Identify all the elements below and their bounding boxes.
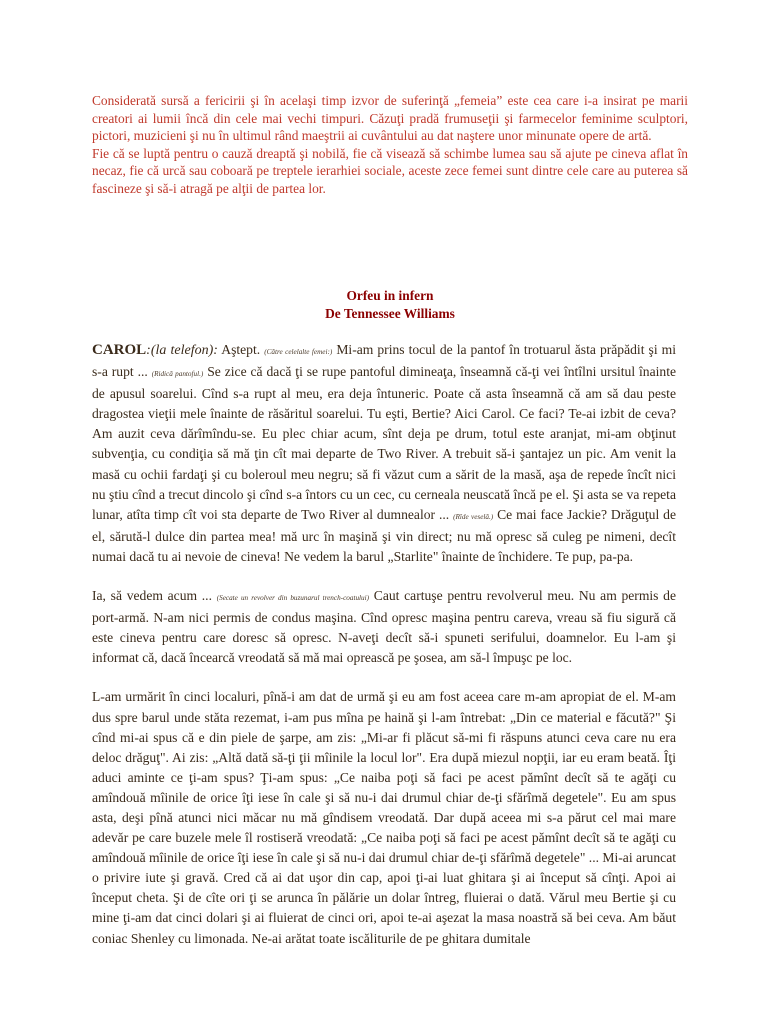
dialogue-text: Ce mai face Jackie? Drăguţul de el, sărută-l dulce din partea mea! mă urc în maşină şi vin direct; nu mă opresc să culeg pe nimeni, decît numai dacă tu ai nevoie de cineva! Ne vedem la barul „Starlite" înainte de închidere. Te pup, pa-pa. [92,506,677,564]
speaker-role: (la telefon): [150,343,218,358]
play-title: Orfeu in infern [346,288,434,303]
stage-direction: (Rîde veselă.) [453,512,494,521]
play-text [92,340,676,968]
dialogue-text: Caut cartuşe pentru revolverul meu. Nu am permis de port-armă. N-am nici permis de condus maşina. Cînd opresc maşina pentru careva, vreau să fiu sigură că este cineva pentru care doresc să opresc. N-aveţi decît să-i spuneti serifului, doamnelor. Eu l-am şi informat că, dacă încearcă vreodată să mă mai oprească pe şosea, am să-l împuşc pe loc. [92,588,677,666]
stage-direction: (Către celelalte femei:) [264,348,333,356]
dialogue-text: Mi-am prins tocul de la pantof în trotuarul ăsta prăpădit şi mi s-a rupt ... [92,342,676,380]
play-paragraph [92,586,676,668]
stage-direction: (Secate un revolver din buzunarul trench-coatului) [216,594,370,603]
dialogue-text: L-am urmărit în cinci localuri, pînă-i am dat de urmă şi eu am fost aceea care m-am apropiat de el. M-am dus spre barul unde stăta rezemat, i-am pus mîna pe haină şi l-am întrebat: „Din ce material e făcută?" Şi cînd mi-ai spus că e din piele de şarpe, am zis: „Mi-ar fi plăcut să-mi fi răspuns atunci ceva care nu era deloc drăguţ". Ai zis: „Altă dată să-ţi ţii mîinile la locul lor". Era după miezul nopţii, iar eu eram beată. Îţi aduci aminte ce ţi-am spus? Ţi-am spus: „Ce naiba poţi să faci pe acest pămînt decît să te agăţi cu amîndouă mîinile de orice îţi iese în cale şi să nu-i dai drumul chiar de-ţi sfărîmă degetele". Eu am spus asta, deşi pînă atunci nici măcar nu mă gîndisem vreodată. Dar după aceea mi s-a părut cel mai mare adevăr pe care buzele mele îl rostiseră vreodată: „Ce naiba poţi să faci pe acest pămînt decît să te agăţi cu amîndouă mîinile de orice îţi iese în cale şi să nu-i dai drumul chiar de-ţi sfărîmă degetele" ... Mi-ai aruncat o privire iute şi gravă. Cred că ai dat uşor din cap, apoi ţi-ai luat ghitara şi ai început să cînţi. Apoi ai început cheta. Şi de cîte ori ţi se arunca în pălărie un dolar întreg, fluierai o dată. Vărul meu Bertie şi cu mine ţi-am dat cinci dolari şi ai fluierat de cinci ori, apoi te-ai aşezat la masa noastră să bei ceva. Am băut coniac Shenley cu limonada. Ne-ai arătat toate iscăliturile de pe ghitara dumitale [92,689,676,946]
play-author: De Tennessee Williams [325,306,455,321]
intro-paragraph: Considerată sursă a fericirii şi în acelaşi timp izvor de suferinţă „femeia” este cea care i-a insirat pe marii creatori ai lumii încă din cele mai vechi timpuri. Căzuţi pradă frumuseţii şi farmecelor feminime sculptori, pictori, muzicieni şi nu în ultimul rând maeştrii ai cuvântului au dat naştere unor minunate opere de artă. [92,93,688,144]
intro-text [92,92,688,198]
speaker-name: CAROL [92,342,147,358]
speaker-direction: : [146,343,151,358]
dialogue-text: Ia, să vedem acum ... [92,588,212,604]
play-paragraph [92,687,676,948]
play-paragraph [92,340,676,567]
intro-paragraph: Fie că se luptă pentru o cauză dreaptă şi nobilă, fie că visează să schimbe lumea sau să ajute pe cineva aflat în necaz, fie că urcă sau coboară pe treptele ierarhiei sociale, aceste zece femei sunt dintre cele care au puterea să fascineze şi să-i atragă pe alţii de partea lor. [92,145,688,196]
dialogue-text: Se zice că dacă ţi se rupe pantoful dimineaţa, înseamnă că-ţi vei întîlni ursitul înainte de apusul soarelui. Cînd s-a rupt al meu, era deja întuneric. Poate că asta înseamnă că am să dau peste dragostea vieţii mele înainte de răsăritul soarelui. Tu eşti, Bertie? Aici Carol. Ce faci? Te-ai izbit de ceva? Am auzit ceva dărîmîndu-se. Eu plec chiar acum, sînt deja pe drum, totul este aranjat, mi-am obţinut subvenţia, cu condiţia să mă ţin cît mai departe de Two River. A trebuit să-i şantajez un pic. Am venit la masă cu ochii fardaţi şi cu boleroul meu negru; să fi văzut cum a sărit de la masă, aşa de repede încît nici nu ştiu cînd a trecut dincolo şi cînd s-a întors cu un cec, cu cerneala neuscată încă pe el. Şi asta se va repeta lunar, atîta timp cît voi sta departe de Two River al dumnealor ... [92,364,677,522]
stage-direction: (Ridică pantoful.) [151,370,204,379]
dialogue-text: Aştept. [221,342,261,357]
